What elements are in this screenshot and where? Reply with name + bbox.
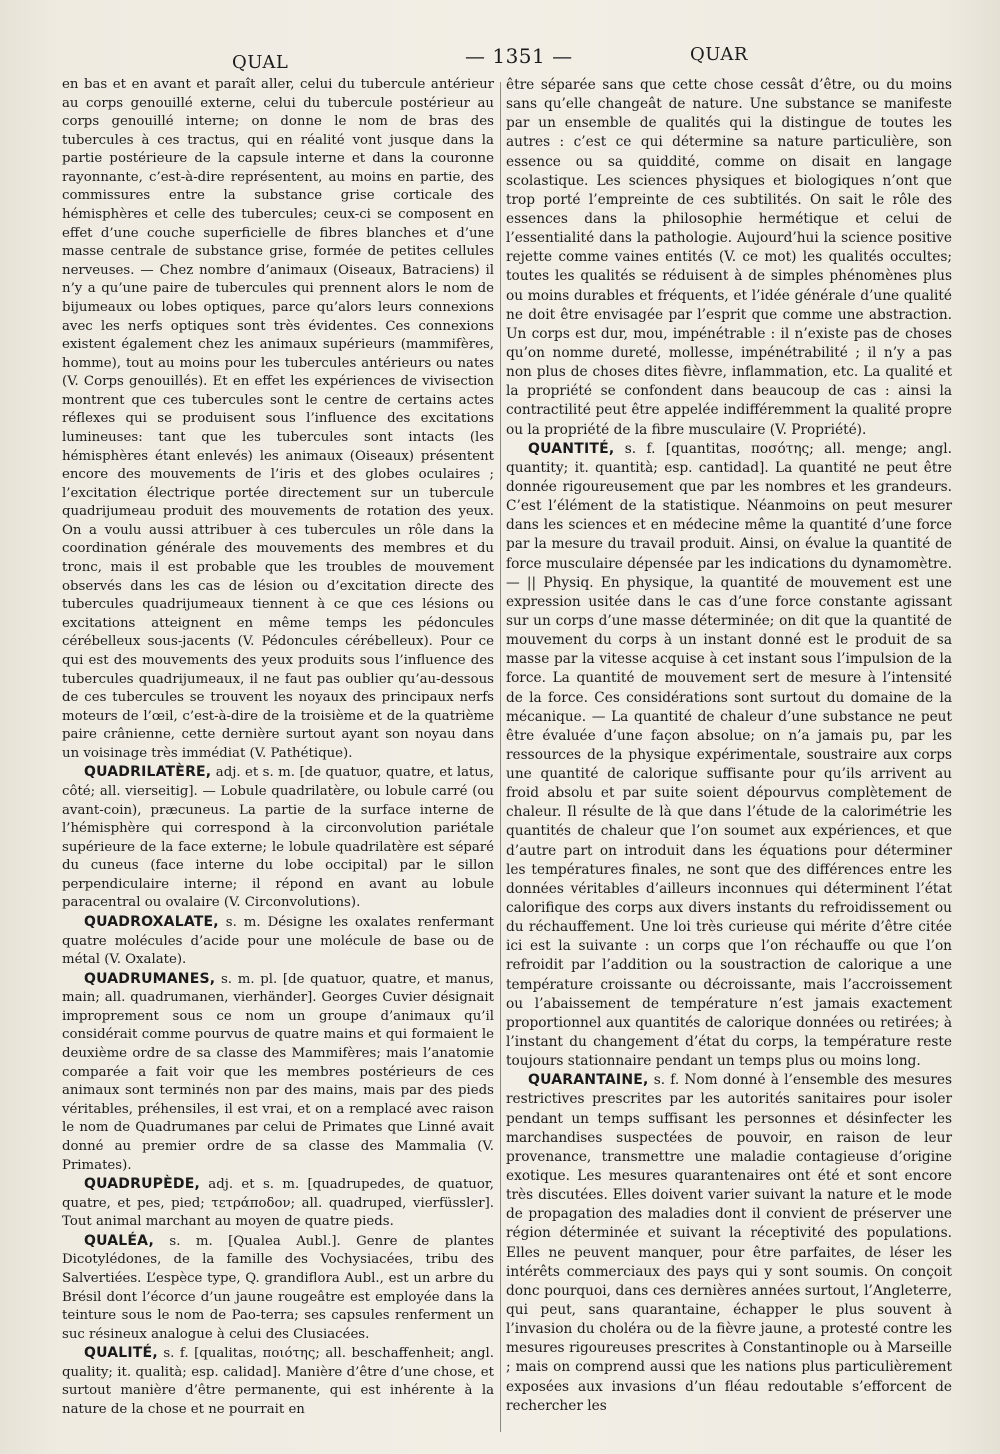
headword: QUADROXALATE, <box>84 914 219 931</box>
headword: QUADRILATÈRE, <box>84 764 212 781</box>
entry-body: s. m. pl. [de quatuor, quatre, et manus, main; all. quadrumanen, vierhänder]. Georges Cuvier désignait improprement sous ce nom un groupe d’animaux qu’il considérait comme pourvus de quatre mains et qui formaient le deuxième ordre de sa classe des Mammifères; mais l’anatomie comparée a fait voir que les membres postérieurs de ces animaux sont terminés non par des mains, mais par des pieds véritables, préhensiles, il est vrai, et on a remplacé avec raison le nom de Quadrumanes par celui de Primates que Linné avait donné au premier ordre de sa classe des Mammalia (V. Primates). <box>62 971 494 1173</box>
headword: QUADRUMANES, <box>84 970 216 987</box>
entry-quadroxalate <box>62 913 494 970</box>
header-left-guideword: QUAL <box>232 52 289 73</box>
page-number: — 1351 — <box>465 44 573 68</box>
entry-body: s. m. Désigne les oxalates renfermant quatre molécules d’acide pour une molécule de base ou de métal (V. Oxalate). <box>62 915 494 968</box>
entry-quantite <box>506 440 952 1072</box>
entry-qualite <box>62 1344 494 1419</box>
entry-quarantaine <box>506 1071 952 1416</box>
entry-body: s. f. Nom donné à l’ensemble des mesures restrictives prescrites par les autorités sanitaires pour isoler pendant un temps suffisant les personnes et désinfecter les marchandises suspectées de pouvoir, en raison de leur provenance, transmettre une maladie contagieuse d’origine exotique. Les mesures quarantenaires ont été et sont encore très discutées. Elles doivent varier suivant la nature et le mode de propagation des maladies dont il convient de préserver une région déterminée et suivant la réceptivité des populations. Elles ne peuvent manquer, pour être parfaites, de léser les intérêts commerciaux des pays qui y sont soumis. On conçoit donc pourquoi, dans ces dernières années surtout, l’Angleterre, qui peut, sans quarantaine, échapper le plus souvent à l’invasion du choléra ou de la fièvre jaune, a protesté contre les mesures rigoureuses prescrites à Constantinople ou à Marseille ; mais on comprend aussi que les nations plus particulièrement exposées aux invasions d’un fléau redoutable s’efforcent de rechercher les <box>506 1072 952 1414</box>
entry-qualea <box>62 1232 494 1344</box>
headword: QUANTITÉ, <box>528 440 615 457</box>
headword: QUALITÉ, <box>84 1345 158 1362</box>
right-column <box>506 76 952 1428</box>
entry-body: s. f. [qualitas, ποιότης; all. beschaffenheit; angl. quality; it. qualità; esp. calidad]. Manière d’être d’une chose, et surtout manière d’être permanente, qui est inhérente à la nature de la chose et ne pourrait en <box>62 1346 494 1418</box>
left-column <box>62 76 494 1428</box>
running-header <box>60 42 950 74</box>
entry-body: adj. et s. m. [de quatuor, quatre, et latus, côté; all. vierseitig]. — Lobule quadrilatère, ou lobule carré (ou avant-coin), præcuneus. La partie de la surface interne de l’hémisphère qui correspond à la circonvolution pariétale supérieure de la face externe; le lobule quadrilatère est séparé du cuneus (face interne du lobe occipital) par le sillon perpendiculaire interne; il répond en avant au lobule paracentral ou ovalaire (V. Circonvolutions). <box>62 765 494 911</box>
entry-quadrupede <box>62 1175 494 1232</box>
entry-quadrilatere <box>62 763 494 913</box>
headword: QUALÉA, <box>84 1232 154 1249</box>
entry-quadrumanes <box>62 970 494 1175</box>
headword: QUARANTAINE, <box>528 1072 649 1089</box>
entry-body: adj. et s. m. [quadrupedes, de quatuor, quatre, et pes, pied; τετράποδον; all. quadruped, vierfüssler]. Tout animal marchant au moyen de quatre pieds. <box>62 1177 494 1230</box>
headword: QUADRUPÈDE, <box>84 1176 200 1193</box>
continued-paragraph: être séparée sans que cette chose cessât d’être, ou du moins sans qu’elle changeât de nature. Une substance se manifeste par un ensemble de qualités qui la distingue de toutes les autres : c’est ce qui détermine sa nature particulière, son essence ou sa quiddité, comme on disait en langage scolastique. Les sciences physiques et biologiques n’ont que trop porté l’empreinte de ces subtilités. On sait le rôle des essences dans la philosophie hermétique et celui de l’essentialité dans la pathologie. Aujourd’hui la science positive rejette comme vaines entités (V. ce mot) les qualités occultes; toutes les qualités se réduisent à de simples phénomènes plus ou moins durables et fréquents, et l’idée générale d’une qualité ne doit être envisagée par l’esprit que comme une abstraction. Un corps est dur, mou, impénétrable : il n’existe pas de choses qu’on nomme dureté, mollesse, impénétrabilité ; il n’y a pas non plus de choses dites fièvre, inflammation, etc. La qualité et la propriété se confondent dans beaucoup de cas : ainsi la contractilité peut être appelée indifféremment la qualité propre ou la propriété de la fibre musculaire (V. Propriété). <box>506 77 952 438</box>
entry-body: s. m. [Qualea Aubl.]. Genre de plantes Dicotylédones, de la famille des Vochysiacées, tribu des Salvertiées. L’espèce type, Q. grandiflora Aubl., est un arbre du Brésil dont l’écorce d’un jaune rougeâtre est employée dans la teinture sous le nom de Pao-terra; ses capsules renferment un suc résineux analogue à celui des Clusiacées. <box>62 1233 494 1342</box>
entry-body: s. f. [quantitas, ποσότης; all. menge; angl. quantity; it. quantità; esp. cantidad]. La quantité ne peut être donnée rigoureusement que par les nombres et les grandeurs. C’est l’élément de la statistique. Néanmoins on peut mesurer dans les sciences et en médecine même la quantité d’une force par la mesure du travail produit. Ainsi, on évalue la quantité de force musculaire dépensée par les indications du dynamomètre. — || Physiq. En physique, la quantité de mouvement est une expression usitée dans le cas d’une force constante agissant sur un corps d’une masse déterminée; on dit que la quantité de mouvement du corps à un instant donné est le produit de sa masse par la vitesse acquise à cet instant sous l’impulsion de la force. La quantité de mouvement sert de mesure à l’intensité de la force. Ces considérations sont surtout du domaine de la mécanique. — La quantité de chaleur d’une substance ne peut être évaluée d’une façon absolue; on n’a jamais pu, par les ressources de la physique expérimentale, soustraire aux corps une quantité de calorique suffisante pour qu’ils arrivent au froid absolu et par suite soient dépourvus complètement de chaleur. Il résulte de là que dans l’étude de la calorimétrie les quantités de chaleur que l’on soumet aux expériences, et que d’autre part on introduit dans les équations pour déterminer les températures finales, ne sont que des différences entre les données véritables d’ailleurs inconnues qui déterminent l’état calorifique des corps aux divers instants du refroidissement ou du réchauffement. Une loi très curieuse qui mérite d’être citée ici est la suivante : un corps que l’on réchauffe ou que l’on refroidit par l’addition ou la soustraction de calorique a une température croissante ou décroissante, mais l’accroissement ou l’abaissement de température n’est jamais exactement proportionnel aux quantités de calorique données ou retirées; à l’instant du changement d’état du corps, la température reste toujours stationnaire pendant un temps plus ou moins long. <box>506 440 952 1070</box>
continued-paragraph: en bas et en avant et paraît aller, celui du tubercule antérieur au corps genouillé externe, celui du tubercule postérieur au corps genouillé interne; on donne le nom de bras des tubercules à ces tractus, qui en réalité vont jusque dans la partie postérieure de la capsule interne et dans la couronne rayonnante, c’est-à-dire représentent, au moins en partie, des commissures entre la substance grise corticale des hémisphères et celle des tubercules; ceux-ci se composent en effet d’une couche superficielle de fibres blanches et d’une masse centrale de substance grise, formée de petites cellules nerveuses. — Chez nombre d’animaux (Oiseaux, Batraciens) il n’y a qu’une paire de tubercules qui prennent alors le nom de bijumeaux ou lobes optiques, parce qu’alors leurs connexions avec les nerfs optiques sont très évidentes. Ces connexions existent également chez les animaux supérieurs (mammifères, homme), tout au moins pour les tubercules antérieurs ou nates (V. Corps genouillés). Et en effet les expériences de vivisection montrent que ces tubercules sont le centre de certains actes réflexes qui se produisent sous l’influence des excitations lumineuses: tant que les tubercules sont intacts (les hémisphères étant enlevés) les animaux (Oiseaux) présentent encore des mouvements de l’iris et des globes oculaires ; l’excitation électrique portée directement sur un tubercule quadrijumeau produit des mouvements de rotation des yeux. On a voulu aussi attribuer à ces tubercules un rôle dans la coordination générale des mouvements des membres et du tronc, mais il est probable que les troubles de mouvement observés dans les cas de lésion ou d’excitation directe des tubercules quadrijumeaux tiennent à ce que ces lésions ou excitations atteignent en même temps les pédoncules cérébelleux sous-jacents (V. Pédoncules cérébelleux). Pour ce qui est des mouvements des yeux produits sous l’influence des tubercules quadrijumeaux, il ne faut pas oublier qu’au-dessous de ces tubercules se trouvent les noyaux des principaux nerfs moteurs de l’œil, c’est-à-dire de la troisième et de la quatrième paire crânienne, cette dernière surtout ayant son noyau dans un voisinage très immédiat (V. Pathétique). <box>62 77 494 761</box>
header-right-guideword: QUAR <box>690 44 748 65</box>
column-divider <box>500 82 501 1432</box>
